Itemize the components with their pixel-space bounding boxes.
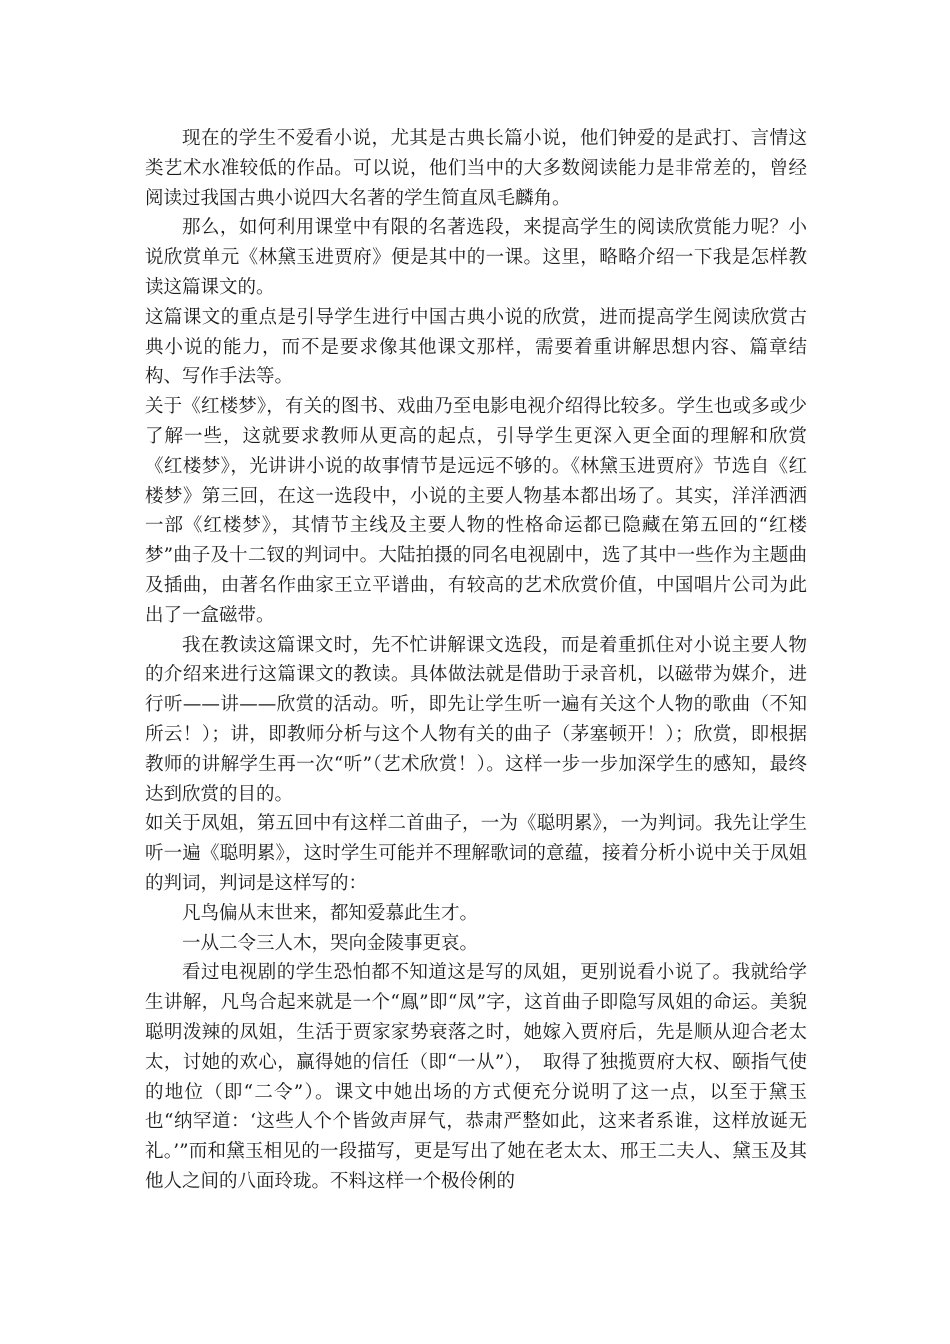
paragraph-1: 现在的学生不爱看小说，尤其是古典长篇小说，他们钟爱的是武打、言情这类艺术水准较低的作品。可以说，他们当中的大多数阅读能力是非常差的，曾经阅读过我国古典小说四大名著的学生简直凤毛麟角。: [145, 128, 807, 209]
paragraph-4: 关于《红楼梦》，有关的图书、戏曲乃至电影电视介绍得比较多。学生也或多或少了解一些，这就要求教师从更高的起点，引导学生更深入更全面的理解和欣赏《红楼梦》，光讲讲小说的故事情节是远远不够的。《林黛玉进贾府》节选自《红楼梦》第三回，在这一选段中，小说的主要人物基本都出场了。其实，洋洋洒洒一部《红楼梦》，其情节主线及主要人物的性格命运都已隐藏在第五回的“红楼梦”曲子及十二钗的判词中。大陆拍摄的同名电视剧中，选了其中一些作为主题曲及插曲，由著名作曲家王立平谱曲，有较高的艺术欣赏价值，中国唱片公司为此出了一盒磁带。: [145, 396, 807, 626]
article-body: [145, 124, 807, 1197]
paragraph-7: 看过电视剧的学生恐怕都不知道这是写的凤姐，更别说看小说了。我就给学生讲解，凡鸟合起来就是一个“鳯”即“凤”字，这首曲子即隐写凤姐的命运。美貌聪明泼辣的凤姐，生活于贾家家势衰落之时，她嫁入贾府后，先是顺从迎合老太太，讨她的欢心，赢得她的信任（即“一从”）， 取得了独揽贾府大权、颐指气使的地位（即“二令”）。课文中她出场的方式便充分说明了这一点，以至于黛玉也“纳罕道：‘这些人个个皆敛声屏气，恭肃严整如此，这来者系谁，这样放诞无礼。’”而和黛玉相见的一段描写，更是写出了她在老太太、邢王二夫人、黛玉及其他人之间的八面玲珑。不料这样一个极伶俐的: [145, 962, 807, 1192]
paragraph-3: 这篇课文的重点是引导学生进行中国古典小说的欣赏，进而提高学生阅读欣赏古典小说的能力，而不是要求像其他课文那样，需要着重讲解思想内容、篇章结构、写作手法等。: [145, 306, 807, 388]
paragraph-5: 我在教读这篇课文时，先不忙讲解课文选段，而是着重抓住对小说主要人物的介绍来进行这篇课文的教读。具体做法就是借助于录音机，以磁带为媒介，进行听——讲——欣赏的活动。听，即先让学生听一遍有关这个人物的歌曲（不知所云！）；讲，即教师分析与这个人物有关的曲子（茅塞顿开！）；欣赏，即根据教师的讲解学生再一次“听”（艺术欣赏！）。这样一步一步加深学生的感知，最终达到欣赏的目的。: [145, 634, 807, 805]
paragraph-6: 如关于凤姐，第五回中有这样二首曲子，一为《聪明累》，一为判词。我先让学生听一遍《聪明累》，这时学生可能并不理解歌词的意蕴，接着分析小说中关于凤姐的判词，判词是这样写的：: [145, 813, 807, 894]
poem-line-1: 凡鸟偏从末世来，都知爱慕此生才。: [182, 902, 479, 924]
paragraph-2: 那么，如何利用课堂中有限的名著选段，来提高学生的阅读欣赏能力呢？小说欣赏单元《林黛玉进贾府》便是其中的一课。这里，略略介绍一下我是怎样教读这篇课文的。: [145, 217, 807, 298]
poem-line-2: 一从二令三人木，哭向金陵事更哀。: [182, 932, 479, 954]
